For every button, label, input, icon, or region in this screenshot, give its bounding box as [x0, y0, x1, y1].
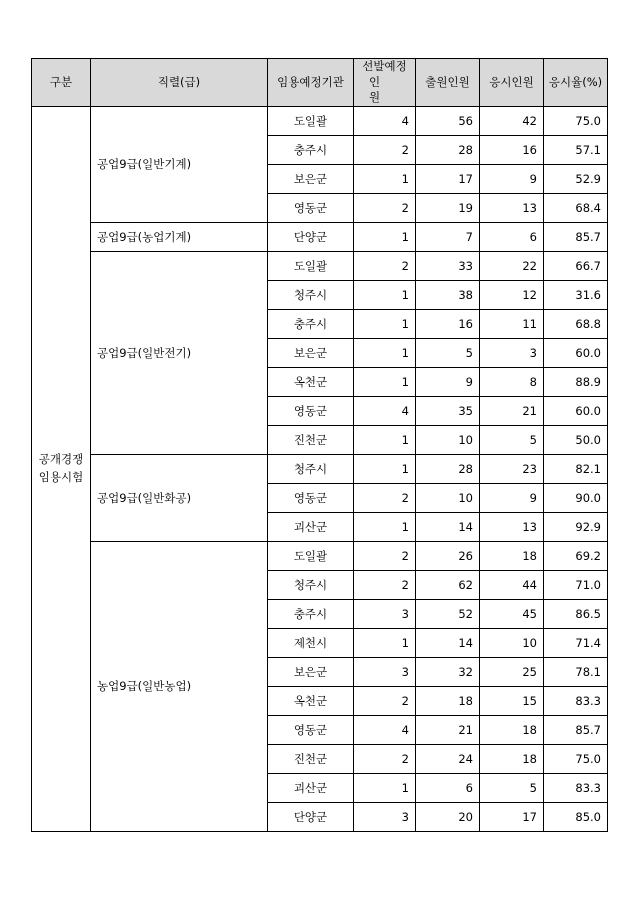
takers-cell: 5: [480, 425, 544, 454]
selection-count-cell: 2: [354, 570, 416, 599]
takers-cell: 13: [480, 193, 544, 222]
rate-cell: 71.4: [544, 628, 608, 657]
applicants-cell: 19: [416, 193, 480, 222]
header-row: [32, 59, 608, 107]
applicants-cell: 18: [416, 686, 480, 715]
takers-cell: 21: [480, 396, 544, 425]
applicants-cell: 16: [416, 309, 480, 338]
table-row: [32, 541, 608, 570]
takers-cell: 16: [480, 135, 544, 164]
takers-cell: 42: [480, 106, 544, 135]
applicants-cell: 52: [416, 599, 480, 628]
selection-count-cell: 3: [354, 657, 416, 686]
applicants-cell: 28: [416, 454, 480, 483]
selection-count-cell: 3: [354, 802, 416, 831]
takers-cell: 9: [480, 164, 544, 193]
rate-cell: 85.7: [544, 222, 608, 251]
applicants-cell: 10: [416, 425, 480, 454]
applicants-cell: 14: [416, 628, 480, 657]
selection-count-cell: 1: [354, 454, 416, 483]
exam-results-table: [31, 58, 608, 832]
rate-cell: 60.0: [544, 338, 608, 367]
takers-cell: 6: [480, 222, 544, 251]
header-applicants: 출원인원: [416, 59, 480, 107]
category-cell: [32, 106, 91, 831]
header-gubun: 구분: [32, 59, 91, 107]
selection-count-cell: 2: [354, 541, 416, 570]
takers-cell: 5: [480, 773, 544, 802]
takers-cell: 10: [480, 628, 544, 657]
org-cell: 단양군: [268, 222, 354, 251]
applicants-cell: 5: [416, 338, 480, 367]
selection-count-cell: 1: [354, 425, 416, 454]
selection-count-cell: 2: [354, 744, 416, 773]
org-cell: 괴산군: [268, 512, 354, 541]
applicants-cell: 28: [416, 135, 480, 164]
org-cell: 옥천군: [268, 367, 354, 396]
selection-count-cell: 1: [354, 309, 416, 338]
rate-cell: 88.9: [544, 367, 608, 396]
org-cell: 영동군: [268, 193, 354, 222]
applicants-cell: 6: [416, 773, 480, 802]
selection-count-cell: 4: [354, 106, 416, 135]
selection-count-cell: 2: [354, 251, 416, 280]
job-series-cell: 공업9급(일반화공): [91, 454, 268, 541]
selection-count-cell: 1: [354, 773, 416, 802]
table-row: [32, 106, 608, 135]
rate-cell: 83.3: [544, 773, 608, 802]
header-selection: [354, 59, 416, 107]
takers-cell: 18: [480, 541, 544, 570]
applicants-cell: 26: [416, 541, 480, 570]
takers-cell: 44: [480, 570, 544, 599]
applicants-cell: 17: [416, 164, 480, 193]
org-cell: 보은군: [268, 164, 354, 193]
takers-cell: 17: [480, 802, 544, 831]
takers-cell: 3: [480, 338, 544, 367]
header-rate: 응시율(%): [544, 59, 608, 107]
job-series-cell: 공업9급(일반기계): [91, 106, 268, 222]
applicants-cell: 32: [416, 657, 480, 686]
rate-cell: 68.8: [544, 309, 608, 338]
org-cell: 보은군: [268, 338, 354, 367]
applicants-cell: 35: [416, 396, 480, 425]
header-selection-line1: 선발예정: [362, 59, 407, 73]
org-cell: 옥천군: [268, 686, 354, 715]
rate-cell: 85.0: [544, 802, 608, 831]
selection-count-cell: 1: [354, 628, 416, 657]
applicants-cell: 10: [416, 483, 480, 512]
category-line1: 공개경쟁: [38, 452, 84, 467]
selection-count-cell: 4: [354, 715, 416, 744]
table-row: [32, 222, 608, 251]
org-cell: 충주시: [268, 135, 354, 164]
job-series-cell: 공업9급(농업기계): [91, 222, 268, 251]
takers-cell: 11: [480, 309, 544, 338]
selection-count-cell: 4: [354, 396, 416, 425]
header-org: 임용예정기관: [268, 59, 354, 107]
applicants-cell: 56: [416, 106, 480, 135]
org-cell: 진천군: [268, 425, 354, 454]
takers-cell: 8: [480, 367, 544, 396]
org-cell: 청주시: [268, 570, 354, 599]
takers-cell: 15: [480, 686, 544, 715]
org-cell: 단양군: [268, 802, 354, 831]
takers-cell: 23: [480, 454, 544, 483]
applicants-cell: 14: [416, 512, 480, 541]
org-cell: 충주시: [268, 599, 354, 628]
applicants-cell: 24: [416, 744, 480, 773]
applicants-cell: 33: [416, 251, 480, 280]
rate-cell: 60.0: [544, 396, 608, 425]
takers-cell: 12: [480, 280, 544, 309]
applicants-cell: 38: [416, 280, 480, 309]
table-body: [32, 106, 608, 831]
header-takers: 응시인원: [480, 59, 544, 107]
rate-cell: 69.2: [544, 541, 608, 570]
org-cell: 보은군: [268, 657, 354, 686]
org-cell: 충주시: [268, 309, 354, 338]
org-cell: 도일괄: [268, 106, 354, 135]
org-cell: 청주시: [268, 280, 354, 309]
selection-count-cell: 1: [354, 222, 416, 251]
org-cell: 청주시: [268, 454, 354, 483]
org-cell: 제천시: [268, 628, 354, 657]
selection-count-cell: 2: [354, 483, 416, 512]
org-cell: 영동군: [268, 715, 354, 744]
rate-cell: 75.0: [544, 106, 608, 135]
rate-cell: 52.9: [544, 164, 608, 193]
takers-cell: 22: [480, 251, 544, 280]
rate-cell: 78.1: [544, 657, 608, 686]
org-cell: 영동군: [268, 483, 354, 512]
applicants-cell: 7: [416, 222, 480, 251]
takers-cell: 25: [480, 657, 544, 686]
rate-cell: 92.9: [544, 512, 608, 541]
takers-cell: 13: [480, 512, 544, 541]
selection-count-cell: 1: [354, 367, 416, 396]
selection-count-cell: 3: [354, 599, 416, 628]
selection-count-cell: 1: [354, 512, 416, 541]
header-jikryeol: 직렬(급): [91, 59, 268, 107]
selection-count-cell: 1: [354, 164, 416, 193]
selection-count-cell: 1: [354, 338, 416, 367]
applicants-cell: 21: [416, 715, 480, 744]
selection-count-cell: 2: [354, 686, 416, 715]
org-cell: 도일괄: [268, 541, 354, 570]
selection-count-cell: 2: [354, 193, 416, 222]
selection-count-cell: 1: [354, 280, 416, 309]
applicants-cell: 62: [416, 570, 480, 599]
rate-cell: 71.0: [544, 570, 608, 599]
org-cell: 영동군: [268, 396, 354, 425]
rate-cell: 66.7: [544, 251, 608, 280]
rate-cell: 57.1: [544, 135, 608, 164]
org-cell: 진천군: [268, 744, 354, 773]
rate-cell: 86.5: [544, 599, 608, 628]
applicants-cell: 9: [416, 367, 480, 396]
takers-cell: 18: [480, 744, 544, 773]
applicants-cell: 20: [416, 802, 480, 831]
rate-cell: 83.3: [544, 686, 608, 715]
org-cell: 괴산군: [268, 773, 354, 802]
table-row: [32, 251, 608, 280]
rate-cell: 75.0: [544, 744, 608, 773]
header-selection-line2: 인 원: [368, 74, 401, 105]
table-row: [32, 454, 608, 483]
rate-cell: 68.4: [544, 193, 608, 222]
rate-cell: 31.6: [544, 280, 608, 309]
takers-cell: 18: [480, 715, 544, 744]
takers-cell: 45: [480, 599, 544, 628]
rate-cell: 85.7: [544, 715, 608, 744]
rate-cell: 50.0: [544, 425, 608, 454]
selection-count-cell: 2: [354, 135, 416, 164]
takers-cell: 9: [480, 483, 544, 512]
org-cell: 도일괄: [268, 251, 354, 280]
job-series-cell: 농업9급(일반농업): [91, 541, 268, 831]
category-line2: 임용시험: [38, 469, 84, 484]
rate-cell: 90.0: [544, 483, 608, 512]
job-series-cell: 공업9급(일반전기): [91, 251, 268, 454]
rate-cell: 82.1: [544, 454, 608, 483]
